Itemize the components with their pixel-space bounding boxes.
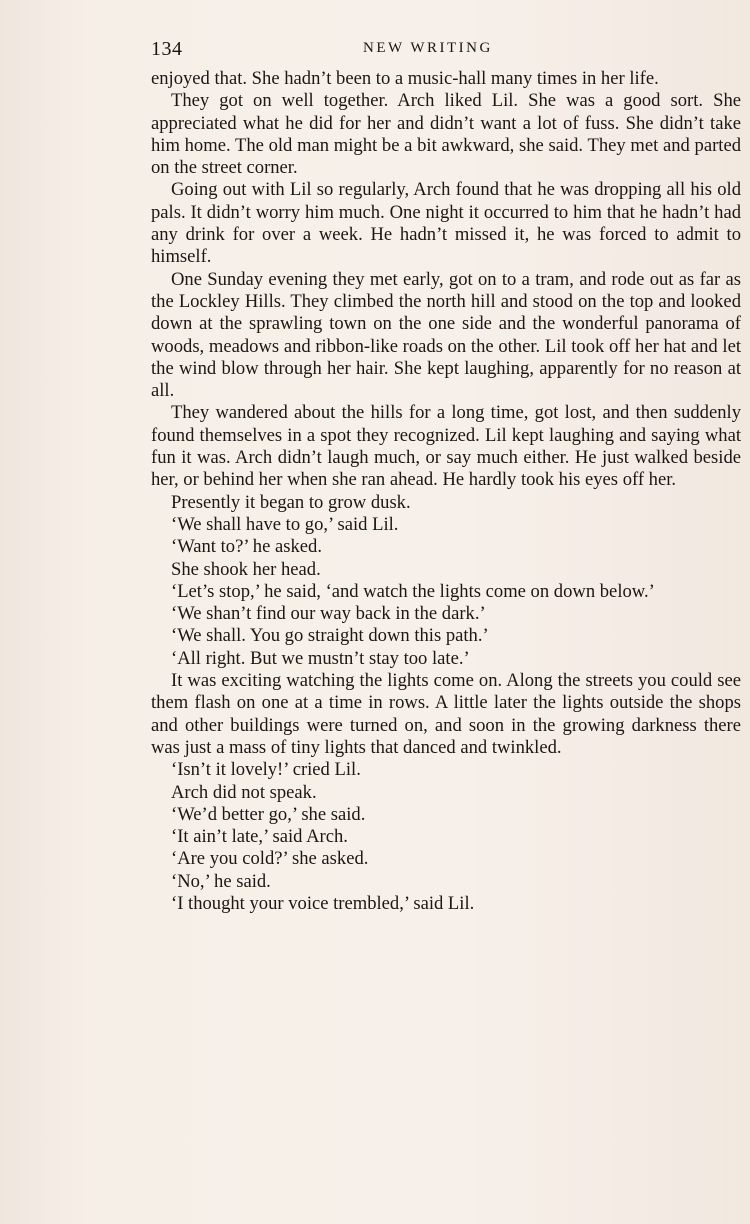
dialogue-line: ‘Want to?’ he asked. — [171, 536, 322, 558]
running-head — [151, 38, 741, 64]
paragraph: They wandered about the hills for a long time, got lost, and then suddenly found themselves in a spot they recognized. Lil kept laughing and saying what fun it was. Arch didn’t laugh much, or say much either. He just walked beside her, or behind her when she ran ahead. He hardly took his eyes off her. — [151, 402, 741, 491]
page-number: 134 — [151, 38, 183, 60]
dialogue-line: ‘Let’s stop,’ he said, ‘and watch the lights come on down below.’ — [171, 580, 655, 602]
dialogue-line: ‘Isn’t it lovely!’ cried Lil. — [171, 759, 361, 781]
paragraph: Arch did not speak. — [171, 781, 317, 803]
dialogue-line: ‘We shall have to go,’ said Lil. — [171, 513, 399, 535]
paragraph: They got on well together. Arch liked Lil. She was a good sort. She appreciated what he did for her and didn’t want a lot of fuss. She didn’t take him home. The old man might be a bit awkward, she said. They met and parted on the street corner. — [151, 90, 741, 179]
paragraph: Going out with Lil so regularly, Arch found that he was dropping all his old pals. It didn’t worry him much. One night it occurred to him that he hadn’t had any drink for over a week. He hadn’t missed it, he was forced to admit to himself. — [151, 179, 741, 268]
dialogue-line: ‘I thought your voice trembled,’ said Lil. — [171, 892, 475, 914]
paragraph: enjoyed that. She hadn’t been to a music-hall many times in her life. — [151, 68, 659, 89]
dialogue-line: ‘We shall. You go straight down this path.’ — [171, 625, 489, 647]
paragraph: It was exciting watching the lights come on. Along the streets you could see them flash on one at a time in rows. A little later the lights outside the shops and other buildings were turned on, and soon in the growing darkness there was just a mass of tiny lights that danced and twinkled. — [151, 670, 741, 758]
paragraph: She shook her head. — [171, 558, 321, 580]
dialogue-line: ‘We’d better go,’ she said. — [171, 803, 366, 825]
dialogue-line: ‘All right. But we mustn’t stay too late.’ — [171, 647, 470, 669]
dialogue-line: ‘We shan’t find our way back in the dark.’ — [171, 603, 486, 625]
body-text — [151, 68, 741, 915]
dialogue-line: ‘Are you cold?’ she asked. — [171, 848, 369, 870]
dialogue-line: ‘It ain’t late,’ said Arch. — [171, 826, 348, 848]
dialogue-line: ‘No,’ he said. — [171, 870, 271, 892]
paragraph: Presently it began to grow dusk. — [171, 491, 411, 513]
running-title: NEW WRITING — [363, 40, 493, 56]
paragraph: One Sunday evening they met early, got on to a tram, and rode out as far as the Lockley Hills. They climbed the north hill and stood on the top and looked down at the sprawling town on the one side and the wonderful panorama of woods, meadows and ribbon-like roads on the other. Lil took off her hat and let the wind blow through her hair. She kept laughing, apparently for no reason at all. — [151, 268, 741, 402]
